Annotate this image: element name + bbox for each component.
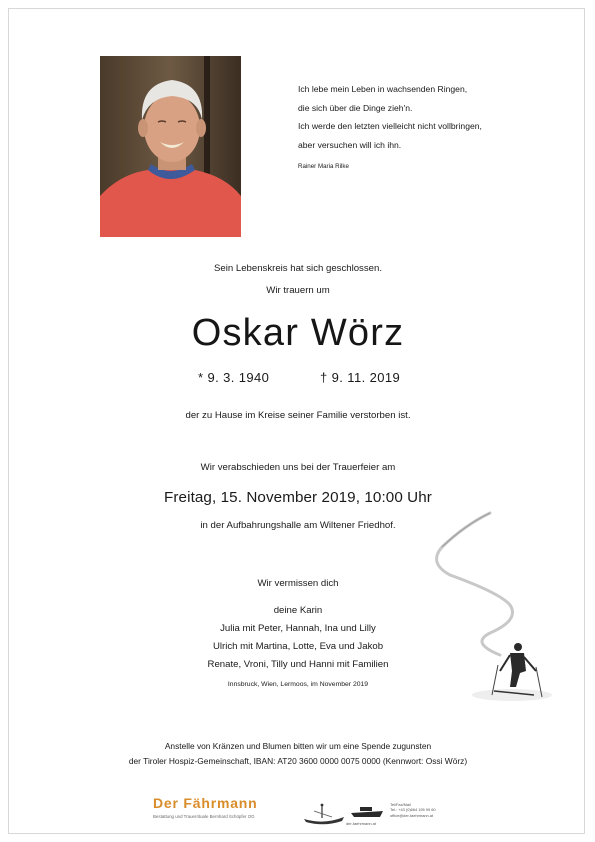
ceremony-intro: Wir verabschieden uns bei der Trauerfeier am xyxy=(200,462,396,473)
company-website: der-faehrmann.at xyxy=(346,821,376,826)
quote-line: aber versuchen will ich ihn. xyxy=(298,139,402,150)
donation-line: Anstelle von Kränzen und Blumen bitten wir um eine Spende zugunsten xyxy=(164,741,432,751)
mourner-line: Renate, Vroni, Tilly und Hanni mit Familien xyxy=(207,659,389,670)
boat-icon xyxy=(350,805,384,819)
mourners-intro: Wir vermissen dich xyxy=(257,578,339,589)
contact-line: Tel/Fax/Mail xyxy=(390,802,411,807)
death-date: † 9. 11. 2019 xyxy=(320,370,401,385)
contact-line: office@der-faehrmann.at xyxy=(390,812,434,818)
deceased-name: Oskar Wörz xyxy=(191,312,405,354)
faehrmann-logo xyxy=(150,795,450,831)
contact-line: Tel.: +43 (0)664 195 99 60 xyxy=(390,807,436,813)
skier-illustration xyxy=(430,505,560,715)
intro-line: Wir trauern um xyxy=(266,285,330,296)
rilke-quote xyxy=(298,80,568,172)
birth-date: * 9. 3. 1940 xyxy=(198,370,270,385)
ceremony-date: Freitag, 15. November 2019, 10:00 Uhr xyxy=(164,489,432,506)
mourner-line: Ulrich mit Martina, Lotte, Eva und Jakob xyxy=(212,641,384,652)
quote-line: Ich lebe mein Leben in wachsenden Ringen, xyxy=(298,84,468,94)
quote-author: Rainer Maria Rilke xyxy=(298,163,349,170)
quote-line: Ich werde den letzten vielleicht nicht vollbringen, xyxy=(298,121,482,131)
donation-line: der Tiroler Hospiz-Gemeinschaft, IBAN: AT20 3600 0000 0075 0000 (Kennwort: Ossi Wörz) xyxy=(128,756,468,766)
passed-text: der zu Hause im Kreise seiner Familie verstorben ist. xyxy=(185,410,411,421)
portrait-photo xyxy=(100,56,241,237)
mourner-line: deine Karin xyxy=(273,605,323,616)
company-contact xyxy=(390,802,436,818)
company-tagline: Bestattung und Trauerrituale Bernhard Schöpfer OG xyxy=(153,814,255,819)
place-date: Innsbruck, Wien, Lermoos, im November 2019 xyxy=(227,681,369,688)
company-name: Der Fährmann xyxy=(153,795,258,811)
ceremony-location: in der Aufbahrungshalle am Wiltener Friedhof. xyxy=(200,520,396,531)
mourner-line: Julia mit Peter, Hannah, Ina und Lilly xyxy=(220,623,376,634)
quote-line: die sich über die Dinge zieh'n. xyxy=(298,102,413,113)
ferryman-boat-icon xyxy=(302,803,346,825)
intro-line: Sein Lebenskreis hat sich geschlossen. xyxy=(214,263,382,274)
